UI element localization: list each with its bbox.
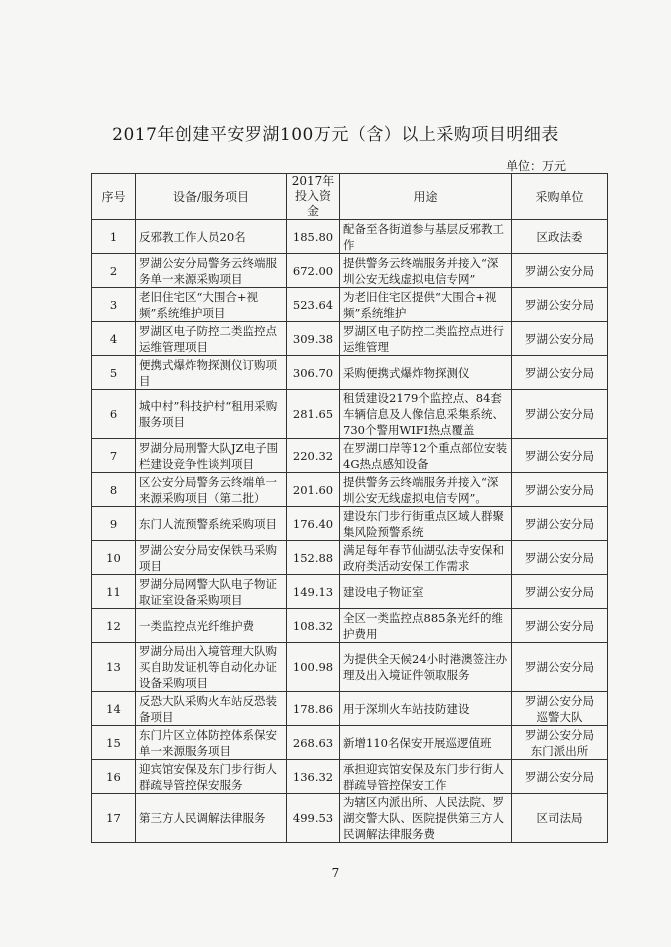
row-no: 9	[92, 507, 136, 541]
unit-label: 单位：万元	[505, 159, 566, 173]
row-amount: 523.64	[287, 288, 340, 322]
row-purpose: 提供警务云终端服务并接入“深圳公安无线虚拟电信专网”	[340, 254, 512, 288]
row-amount: 149.13	[287, 575, 340, 609]
table-row	[92, 507, 608, 541]
row-amount: 185.80	[287, 220, 340, 254]
row-no: 8	[92, 473, 136, 507]
row-unit: 罗湖公安分局	[512, 390, 608, 439]
table-row	[92, 254, 608, 288]
row-item: 东门片区立体防控体系保安单一来源服务项目	[136, 726, 287, 760]
header-no: 序号	[92, 174, 136, 220]
row-no: 4	[92, 322, 136, 356]
row-item: 区公安分局警务云终端单一来源采购项目（第二批）	[136, 473, 287, 507]
table-row	[92, 439, 608, 473]
row-purpose: 为提供全天候24小时港澳签注办理及出入境证件领取服务	[340, 643, 512, 692]
row-unit: 罗湖公安分局	[512, 473, 608, 507]
row-unit: 罗湖公安分局	[512, 643, 608, 692]
row-purpose: 为老旧住宅区提供“大围合+视频”系统维护	[340, 288, 512, 322]
table-row	[92, 541, 608, 575]
row-no: 5	[92, 356, 136, 390]
row-amount: 220.32	[287, 439, 340, 473]
row-unit: 罗湖公安分局	[512, 609, 608, 643]
procurement-table	[91, 173, 608, 843]
row-unit: 罗湖公安分局	[512, 541, 608, 575]
row-amount: 176.40	[287, 507, 340, 541]
row-item: 反恐大队采购火车站反恐装备项目	[136, 692, 287, 726]
row-item: 罗湖分局刑警大队JZ电子围栏建设竞争性谈判项目	[136, 439, 287, 473]
row-purpose: 配备至各街道参与基层反邪教工作	[340, 220, 512, 254]
row-item: 老旧住宅区“大围合+视频”系统维护项目	[136, 288, 287, 322]
table-row	[92, 220, 608, 254]
row-item: 便携式爆炸物探测仪订购项目	[136, 356, 287, 390]
header-purpose: 用途	[340, 174, 512, 220]
row-item: 第三方人民调解法律服务	[136, 794, 287, 843]
row-unit: 罗湖公安分局	[512, 575, 608, 609]
table-header-row	[92, 174, 608, 220]
row-unit: 罗湖公安分局 巡警大队	[512, 692, 608, 726]
row-amount: 152.88	[287, 541, 340, 575]
row-no: 7	[92, 439, 136, 473]
row-amount: 178.86	[287, 692, 340, 726]
row-item: 罗湖公安分局安保铁马采购项目	[136, 541, 287, 575]
row-amount: 108.32	[287, 609, 340, 643]
row-unit: 罗湖公安分局	[512, 356, 608, 390]
row-no: 1	[92, 220, 136, 254]
row-purpose: 用于深圳火车站技防建设	[340, 692, 512, 726]
row-item: 反邪教工作人员20名	[136, 220, 287, 254]
row-no: 11	[92, 575, 136, 609]
row-unit: 罗湖公安分局	[512, 322, 608, 356]
row-purpose: 为辖区内派出所、人民法院、罗湖交警大队、医院提供第三方人民调解法律服务费	[340, 794, 512, 843]
row-amount: 672.00	[287, 254, 340, 288]
row-no: 6	[92, 390, 136, 439]
row-no: 17	[92, 794, 136, 843]
row-purpose: 建设电子物证室	[340, 575, 512, 609]
table-row	[92, 390, 608, 439]
row-purpose: 提供警务云终端服务并接入“深圳公安无线虚拟电信专网”。	[340, 473, 512, 507]
table-row	[92, 692, 608, 726]
header-item: 设备/服务项目	[136, 174, 287, 220]
row-no: 13	[92, 643, 136, 692]
row-no: 12	[92, 609, 136, 643]
row-unit: 罗湖公安分局	[512, 439, 608, 473]
row-unit: 罗湖公安分局	[512, 288, 608, 322]
row-amount: 309.38	[287, 322, 340, 356]
table-row	[92, 794, 608, 843]
table-row	[92, 575, 608, 609]
row-purpose: 满足每年春节仙湖弘法寺安保和政府类活动安保工作需求	[340, 541, 512, 575]
row-item: 一类监控点光纤维护费	[136, 609, 287, 643]
row-item: 罗湖公安分局警务云终端服务单一来源采购项目	[136, 254, 287, 288]
header-amount: 2017年 投入资金	[287, 174, 340, 220]
row-purpose: 租赁建设2179个监控点、84套车辆信息及人像信息采集系统、730个警用WIFI热点覆盖	[340, 390, 512, 439]
page-number: 7	[331, 866, 340, 880]
table-row	[92, 609, 608, 643]
table-row	[92, 356, 608, 390]
row-amount: 499.53	[287, 794, 340, 843]
table-row	[92, 322, 608, 356]
table-row	[92, 760, 608, 794]
row-amount: 306.70	[287, 356, 340, 390]
row-item: 罗湖区电子防控二类监控点运维管理项目	[136, 322, 287, 356]
row-purpose: 承担迎宾馆安保及东门步行街人群疏导管控保安工作	[340, 760, 512, 794]
table-row	[92, 473, 608, 507]
header-unit: 采购单位	[512, 174, 608, 220]
row-unit: 区司法局	[512, 794, 608, 843]
row-unit: 区政法委	[512, 220, 608, 254]
row-no: 10	[92, 541, 136, 575]
row-purpose: 全区一类监控点885条光纤的维护费用	[340, 609, 512, 643]
row-amount: 281.65	[287, 390, 340, 439]
row-purpose: 建设东门步行街重点区域人群聚集风险预警系统	[340, 507, 512, 541]
row-unit: 罗湖公安分局 东门派出所	[512, 726, 608, 760]
row-unit: 罗湖公安分局	[512, 254, 608, 288]
row-item: 罗湖分局网警大队电子物证取证室设备采购项目	[136, 575, 287, 609]
row-amount: 100.98	[287, 643, 340, 692]
row-no: 3	[92, 288, 136, 322]
row-purpose: 采购便携式爆炸物探测仪	[340, 356, 512, 390]
row-unit: 罗湖公安分局	[512, 760, 608, 794]
row-no: 14	[92, 692, 136, 726]
table-row	[92, 726, 608, 760]
row-amount: 268.63	[287, 726, 340, 760]
row-no: 2	[92, 254, 136, 288]
row-purpose: 新增110名保安开展巡逻值班	[340, 726, 512, 760]
row-item: 东门人流预警系统采购项目	[136, 507, 287, 541]
row-no: 15	[92, 726, 136, 760]
table-row	[92, 643, 608, 692]
row-item: 迎宾馆安保及东门步行街人群疏导管控保安服务	[136, 760, 287, 794]
row-amount: 136.32	[287, 760, 340, 794]
row-amount: 201.60	[287, 473, 340, 507]
row-item: 罗湖分局出入境管理大队购买自助发证机等自动化办证设备采购项目	[136, 643, 287, 692]
table-row	[92, 288, 608, 322]
row-purpose: 在罗湖口岸等12个重点部位安装4G热点感知设备	[340, 439, 512, 473]
row-purpose: 罗湖区电子防控二类监控点进行运维管理	[340, 322, 512, 356]
row-no: 16	[92, 760, 136, 794]
row-unit: 罗湖公安分局	[512, 507, 608, 541]
row-item: 城中村”科技护村“租用采购服务项目	[136, 390, 287, 439]
document-title: 2017年创建平安罗湖100万元（含）以上采购项目明细表	[112, 125, 559, 145]
